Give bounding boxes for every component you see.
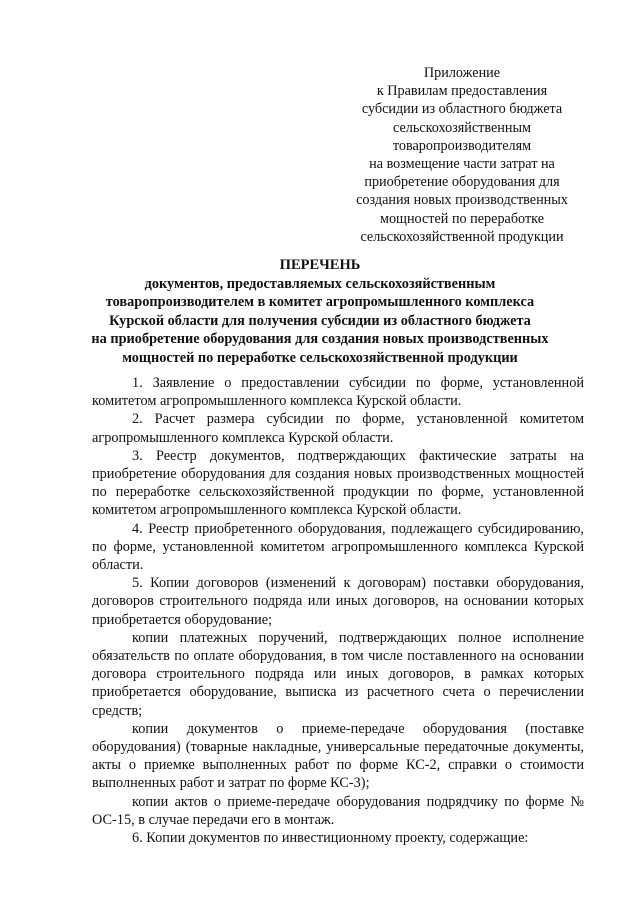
appendix-line: к Правилам предоставления — [376, 83, 548, 100]
paragraph-item-6: 6. Копии документов по инвестиционному проекту, содержащие: — [132, 830, 529, 847]
appendix-line: сельскохозяйственной продукции — [360, 228, 564, 245]
appendix-line: создания новых производственных — [356, 192, 568, 209]
subtitle-line: мощностей по переработке сельскохозяйственной продукции — [122, 349, 518, 366]
paragraph-item-2: 2. Расчет размера субсидии по форме, установленной комитетом агропромышленного комплекса Курской области. — [92, 411, 584, 446]
paragraph-item-4: 4. Реестр приобретенного оборудования, подлежащего субсидированию, по форме, установленной комитетом агропромышленного комплекса Курской области. — [92, 520, 584, 574]
subtitle-line: товаропроизводителем в комитет агропромышленного комплекса — [105, 294, 535, 311]
appendix-line: сельскохозяйственным — [392, 119, 531, 136]
subtitle-line: на приобретение оборудования для создания новых производственных — [91, 331, 549, 348]
document-subtitle — [60, 275, 580, 367]
appendix-line: товаропроизводителям — [392, 137, 532, 154]
paragraph-item-5: 5. Копии договоров (изменений к договорам) поставки оборудования, договоров строительного подряда или иных договоров, на основании которых приобретается оборудование; — [92, 575, 584, 628]
appendix-line: на возмещение части затрат на — [369, 156, 555, 173]
subtitle-line: Курской области для получения субсидии из областного бюджета — [109, 312, 531, 329]
appendix-line: мощностей по переработке — [379, 210, 545, 227]
appendix-line: приобретение оборудования для — [364, 174, 560, 191]
appendix-line: субсидии из областного бюджета — [361, 101, 563, 118]
appendix-header — [330, 64, 594, 246]
document-body — [92, 374, 584, 847]
document-title: ПЕРЕЧЕНЬ — [279, 257, 361, 273]
appendix-line: Приложение — [423, 65, 501, 81]
paragraph-item-1: 1. Заявление о предоставлении субсидии по форме, установленной комитетом агропромышленного комплекса Курской области. — [92, 375, 584, 410]
paragraph-transfer-documents: копии документов о приеме-передаче оборудования (поставке оборудования) (товарные накладные, универсальные передаточные документы, акты о приемке выполненных работ по форме КС-2, справки о стоимости выполненных работ и затрат по форме КС-3); — [92, 720, 584, 792]
subtitle-line: документов, предоставляемых сельскохозяйственным — [144, 276, 496, 292]
paragraph-item-3: 3. Реестр документов, подтверждающих фактические затраты на приобретение оборудования для создания новых производственных мощностей по переработке сельскохозяйственной продукции по форме, установленной комитетом агропромышленного комплекса Курской области. — [92, 447, 584, 519]
paragraph-payment-orders: копии платежных поручений, подтверждающих полное исполнение обязательств по оплате оборудования, в том числе поставленного на основании договора строительного подряда или иных договоров, в рамках которых приобретается оборудование, выписка из расчетного счета о перечислении средств; — [92, 629, 584, 719]
paragraph-contractor-acts: копии актов о приеме-передаче оборудования подрядчику по форме № ОС-15, в случае передачи его в монтаж. — [92, 793, 584, 828]
